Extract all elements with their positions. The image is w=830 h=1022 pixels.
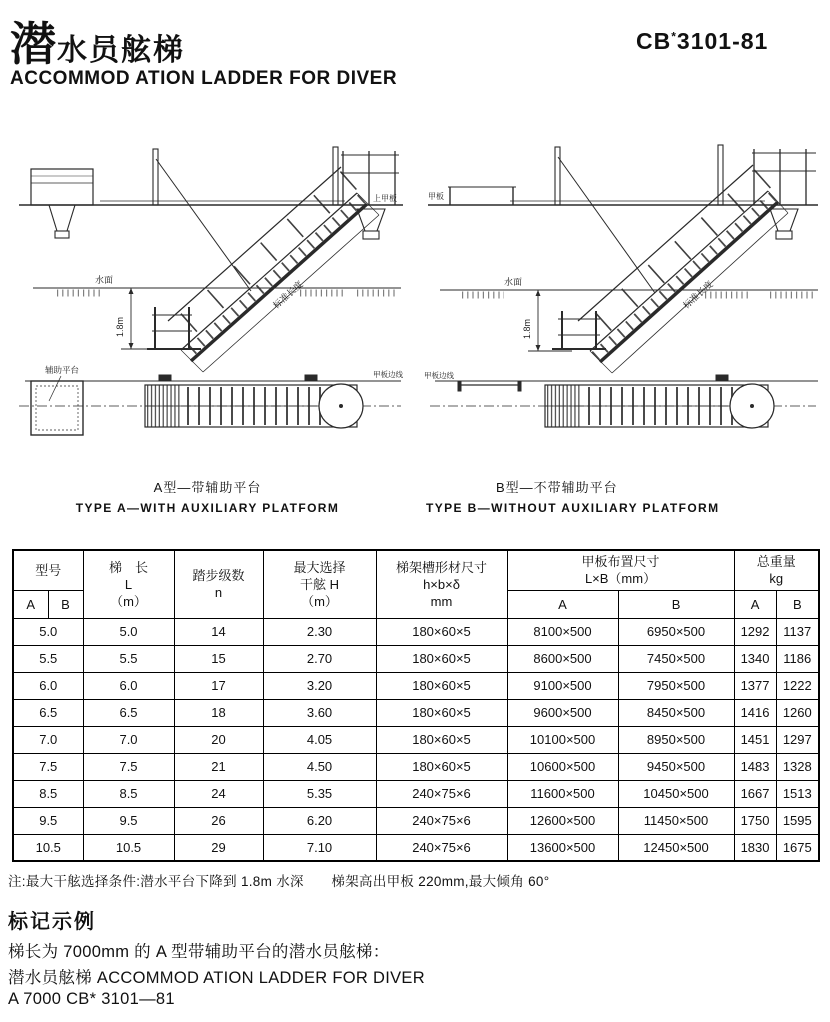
table-row (13, 672, 819, 699)
header-channel: 梯架槽形材尺寸 h×b×δ mm (376, 550, 507, 618)
cell-channel: 180×60×5 (376, 753, 507, 780)
cell-freeboard: 6.20 (263, 807, 376, 834)
cell-steps: 21 (174, 753, 263, 780)
page-title (10, 8, 185, 74)
cell-weight-b: 1260 (776, 699, 819, 726)
cell-deck-a: 8600×500 (507, 645, 618, 672)
cell-channel: 180×60×5 (376, 672, 507, 699)
cell-deck-a: 13600×500 (507, 834, 618, 861)
cell-deck-a: 8100×500 (507, 618, 618, 645)
cell-channel: 240×75×6 (376, 780, 507, 807)
cell-freeboard: 3.60 (263, 699, 376, 726)
title-first-char: 潜 (10, 18, 57, 70)
cell-weight-b: 1186 (776, 645, 819, 672)
standard-code-star: * (671, 29, 677, 44)
cell-freeboard: 7.10 (263, 834, 376, 861)
cell-weight-a: 1667 (734, 780, 776, 807)
cell-weight-a: 1292 (734, 618, 776, 645)
spec-table-body (13, 618, 819, 861)
cell-deck-b: 10450×500 (618, 780, 734, 807)
cell-freeboard: 2.70 (263, 645, 376, 672)
cell-steps: 15 (174, 645, 263, 672)
cell-freeboard: 3.20 (263, 672, 376, 699)
label-deck: 甲板 (428, 192, 444, 201)
cell-weight-b: 1513 (776, 780, 819, 807)
cell-steps: 14 (174, 618, 263, 645)
cell-length: 6.5 (83, 699, 174, 726)
label-water-surface: 水面 (504, 277, 523, 287)
table-note: 注:最大干舷选择条件:潜水平台下降到 1.8m 水深 梯架高出甲板 220mm,最大倾角 60° (8, 874, 550, 889)
header-weight: 总重量 kg (734, 550, 819, 590)
cell-steps: 17 (174, 672, 263, 699)
cell-model: 10.5 (13, 834, 83, 861)
table-row (13, 699, 819, 726)
cell-model: 7.5 (13, 753, 83, 780)
table-row (13, 618, 819, 645)
table-row (13, 753, 819, 780)
cell-deck-b: 8450×500 (618, 699, 734, 726)
type-a-elevation-labels (95, 193, 397, 337)
cell-channel: 180×60×5 (376, 618, 507, 645)
cell-steps: 26 (174, 807, 263, 834)
caption-type-a-cn: A型—带辅助平台 (153, 480, 262, 495)
cell-length: 8.5 (83, 780, 174, 807)
header-model-a: A (13, 590, 48, 618)
header-model-b: B (48, 590, 83, 618)
cell-deck-a: 12600×500 (507, 807, 618, 834)
cell-weight-b: 1675 (776, 834, 819, 861)
table-row (13, 726, 819, 753)
caption-type-b-en: TYPE B—WITHOUT AUXILIARY PLATFORM (426, 501, 720, 515)
cell-model: 8.5 (13, 780, 83, 807)
page-subtitle: ACCOMMOD ATION LADDER FOR DIVER (10, 68, 398, 89)
cell-deck-a: 10100×500 (507, 726, 618, 753)
cell-steps: 20 (174, 726, 263, 753)
caption-type-a-en: TYPE A—WITH AUXILIARY PLATFORM (75, 501, 340, 515)
cell-channel: 180×60×5 (376, 645, 507, 672)
cell-deck-b: 7950×500 (618, 672, 734, 699)
header-weight-a: A (734, 590, 776, 618)
header-deck-a: A (507, 590, 618, 618)
marking-line-2: 潜水员舷梯 ACCOMMOD ATION LADDER FOR DIVER (8, 969, 425, 987)
type-a-plan (19, 375, 401, 435)
cell-length: 5.0 (83, 618, 174, 645)
label-deck-edge: 甲板边线 (373, 370, 403, 379)
table-row (13, 780, 819, 807)
marking-line-3: A 7000 CB* 3101—81 (8, 990, 175, 1008)
table-row (13, 834, 819, 861)
cell-length: 10.5 (83, 834, 174, 861)
label-depth: 1.8m (522, 318, 532, 339)
type-b-plan-labels (424, 370, 454, 380)
type-b-plan (430, 375, 818, 428)
label-water-surface: 水面 (95, 275, 114, 285)
table-row (13, 807, 819, 834)
type-b-elevation (428, 145, 818, 373)
marking-heading: 标记示例 (8, 911, 96, 933)
cell-model: 7.0 (13, 726, 83, 753)
cell-length: 7.0 (83, 726, 174, 753)
cell-weight-a: 1750 (734, 807, 776, 834)
type-a-elevation (19, 147, 403, 372)
cell-weight-b: 1297 (776, 726, 819, 753)
cell-freeboard: 4.50 (263, 753, 376, 780)
cell-model: 6.0 (13, 672, 83, 699)
label-deck-edge: 甲板边线 (424, 371, 454, 380)
type-a-plan-labels (45, 365, 403, 379)
cell-freeboard: 2.30 (263, 618, 376, 645)
cell-weight-b: 1328 (776, 753, 819, 780)
cell-model: 9.5 (13, 807, 83, 834)
cell-deck-b: 9450×500 (618, 753, 734, 780)
cell-deck-b: 12450×500 (618, 834, 734, 861)
header-deck-b: B (618, 590, 734, 618)
cell-length: 6.0 (83, 672, 174, 699)
cell-steps: 29 (174, 834, 263, 861)
cell-weight-a: 1340 (734, 645, 776, 672)
header-model: 型号 (13, 550, 83, 590)
standard-code (636, 28, 768, 55)
label-depth: 1.8m (115, 316, 125, 337)
cell-deck-b: 6950×500 (618, 618, 734, 645)
figure-type-b-drawing (420, 135, 825, 465)
title-rest: 水员舷梯 (57, 34, 185, 67)
cell-channel: 240×75×6 (376, 807, 507, 834)
caption-type-b-cn: B型—不带辅助平台 (496, 480, 618, 495)
cell-freeboard: 5.35 (263, 780, 376, 807)
cell-length: 9.5 (83, 807, 174, 834)
cell-channel: 240×75×6 (376, 834, 507, 861)
cell-weight-a: 1416 (734, 699, 776, 726)
spec-table (12, 549, 820, 862)
cell-deck-b: 7450×500 (618, 645, 734, 672)
cell-steps: 24 (174, 780, 263, 807)
header-deck: 甲板布置尺寸 L×B（mm） (507, 550, 734, 590)
header-steps: 踏步级数 n (174, 550, 263, 618)
label-aux-platform: 辅助平台 (45, 365, 80, 375)
header-length: 梯 长 L （m） (83, 550, 174, 618)
standard-code-number: 3101-81 (676, 28, 769, 54)
cell-weight-a: 1451 (734, 726, 776, 753)
cell-length: 7.5 (83, 753, 174, 780)
cell-weight-a: 1830 (734, 834, 776, 861)
cell-length: 5.5 (83, 645, 174, 672)
cell-deck-a: 9100×500 (507, 672, 618, 699)
cell-freeboard: 4.05 (263, 726, 376, 753)
label-standard-length: 标准长度 (271, 279, 305, 311)
table-row (13, 645, 819, 672)
cell-channel: 180×60×5 (376, 726, 507, 753)
cell-steps: 18 (174, 699, 263, 726)
cell-weight-a: 1377 (734, 672, 776, 699)
label-upper-deck: 上甲板 (373, 194, 397, 203)
label-standard-length: 标准长度 (681, 279, 715, 311)
cell-deck-a: 9600×500 (507, 699, 618, 726)
cell-model: 5.5 (13, 645, 83, 672)
spec-table-head (13, 550, 819, 618)
marking-line-1: 梯长为 7000mm 的 A 型带辅助平台的潜水员舷梯： (8, 943, 390, 961)
cell-weight-b: 1595 (776, 807, 819, 834)
cell-deck-b: 8950×500 (618, 726, 734, 753)
header-freeboard: 最大选择 干舷 H （m） (263, 550, 376, 618)
cell-model: 5.0 (13, 618, 83, 645)
cell-deck-b: 11450×500 (618, 807, 734, 834)
cell-deck-a: 10600×500 (507, 753, 618, 780)
cell-model: 6.5 (13, 699, 83, 726)
cell-weight-b: 1222 (776, 672, 819, 699)
standard-code-prefix: CB (636, 28, 672, 54)
type-b-elevation-labels (428, 191, 715, 339)
cell-weight-b: 1137 (776, 618, 819, 645)
header-weight-b: B (776, 590, 819, 618)
cell-weight-a: 1483 (734, 753, 776, 780)
cell-channel: 180×60×5 (376, 699, 507, 726)
figure-type-a-drawing (5, 135, 410, 465)
cell-deck-a: 11600×500 (507, 780, 618, 807)
